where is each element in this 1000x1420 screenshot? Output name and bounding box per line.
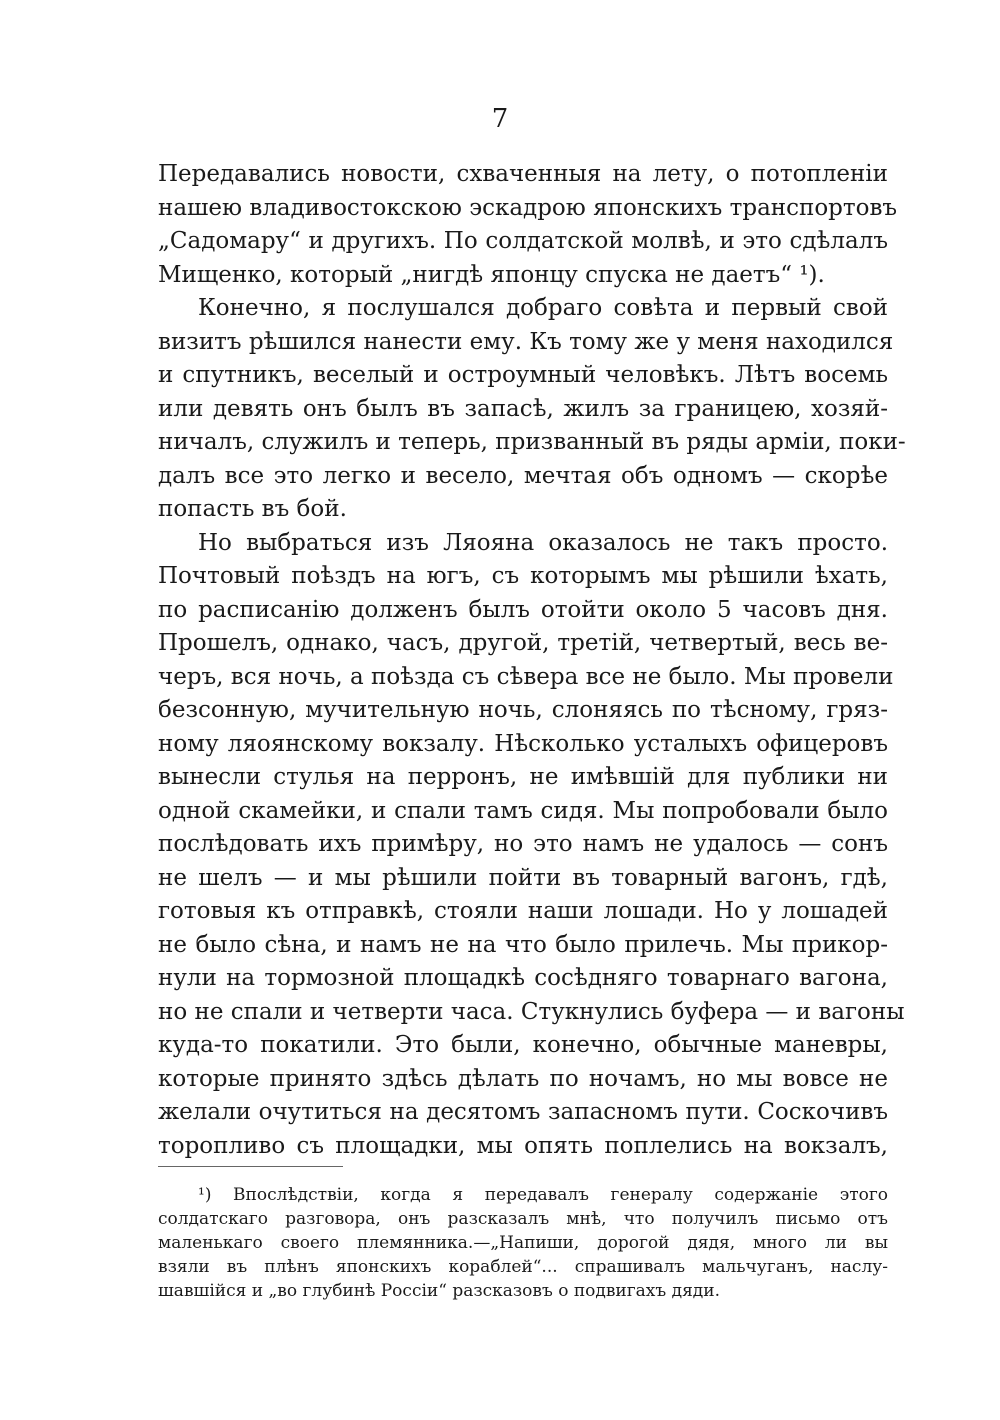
text-line: попасть въ бой. xyxy=(158,496,347,522)
footnote-divider xyxy=(158,1166,343,1167)
text-line: которые принято здѣсь дѣлать по ночамъ, но мы вовсе не xyxy=(158,1065,888,1092)
footnote-line: шавшiйся и „во глубинѣ Россiи“ разсказовъ о подвигахъ дяди. xyxy=(158,1281,721,1301)
text-line: „Садомару“ и другихъ. По солдатской молвѣ, и это сдѣлалъ xyxy=(158,228,888,254)
footnote xyxy=(158,1183,888,1303)
text-line: куда-то покатили. Это были, конечно, обычные маневры, xyxy=(158,1032,888,1058)
text-line: желали очутиться на десятомъ запасномъ пути. Соскочивъ xyxy=(158,1099,888,1125)
text-line: вынесли стулья на перронъ, не имѣвшiй для публики ни xyxy=(158,764,888,790)
text-line: Почтовый поѣздъ на югъ, съ которымъ мы рѣшили ѣхать, xyxy=(158,563,888,589)
text-line: Но выбраться изъ Ляояна оказалось не такъ просто. xyxy=(198,529,888,556)
text-line: Прошелъ, однако, часъ, другой, третiй, четвертый, весь ве- xyxy=(158,630,888,656)
text-line: ничалъ, служилъ и теперь, призванный въ ряды армiи, поки- xyxy=(158,429,906,455)
text-line: торопливо съ площадки, мы опять поплелись на вокзалъ, xyxy=(158,1132,888,1159)
footnote-line: маленькаго своего племянника.—„Напиши, дорогой дядя, много ли вы xyxy=(158,1233,888,1253)
text-line: далъ все это легко и весело, мечтая объ одномъ — скорѣе xyxy=(158,462,888,489)
text-line: визитъ рѣшился нанести ему. Къ тому же у меня находился xyxy=(158,328,894,355)
text-line: Конечно, я послушался добраго совѣта и первый свой xyxy=(198,295,888,321)
text-line: одной скамейки, и спали тамъ сидя. Мы попробовали было xyxy=(158,797,888,824)
text-line: или девять онъ былъ въ запасѣ, жилъ за границею, хозяй- xyxy=(158,395,888,422)
footnote-line: взяли въ плѣнъ японскихъ кораблей“... спрашивалъ мальчуганъ, наслу- xyxy=(158,1257,888,1277)
text-line: ному ляоянскому вокзалу. Нѣсколько усталыхъ офицеровъ xyxy=(158,730,888,757)
page-number: 7 xyxy=(491,104,509,134)
text-line: не было сѣна, и намъ не на что было прилечь. Мы прикор- xyxy=(158,931,888,958)
text-line: послѣдовать ихъ примѣру, но это намъ не удалось — сонъ xyxy=(158,831,888,857)
text-line: Мищенко, который „нигдѣ японцу спуска не даетъ“ ¹). xyxy=(158,261,825,288)
text-line: но не спали и четверти часа. Стукнулись буфера — и вагоны xyxy=(158,998,905,1025)
text-line: Передавались новости, схваченныя на лету, о потопленiи xyxy=(158,161,888,187)
text-line: по расписанiю долженъ былъ отойти около 5 часовъ дня. xyxy=(158,596,888,623)
text-line: и спутникъ, веселый и остроумный человѣкъ. Лѣтъ восемь xyxy=(158,362,888,388)
footnote-line: ¹) Впослѣдствiи, когда я передавалъ генералу содержанiе этого xyxy=(198,1185,888,1205)
footnote-line: солдатскаго разговора, онъ разсказалъ мнѣ, что получилъ письмо отъ xyxy=(158,1209,888,1229)
body-text xyxy=(158,158,906,1163)
text-line: не шелъ — и мы рѣшили пойти въ товарный вагонъ, гдѣ, xyxy=(158,864,888,891)
text-line: нашею владивостокскою эскадрою японскихъ транспортовъ xyxy=(158,194,898,221)
text-line: безсонную, мучительную ночь, слоняясь по тѣсному, гряз- xyxy=(158,697,888,723)
text-line: нули на тормозной площадкѣ сосѣдняго товарнаго вагона, xyxy=(158,965,888,991)
text-line: готовыя къ отправкѣ, стояли наши лошади. Но у лошадей xyxy=(158,898,888,924)
text-line: черъ, вся ночь, а поѣзда съ сѣвера все не было. Мы провели xyxy=(158,663,894,690)
